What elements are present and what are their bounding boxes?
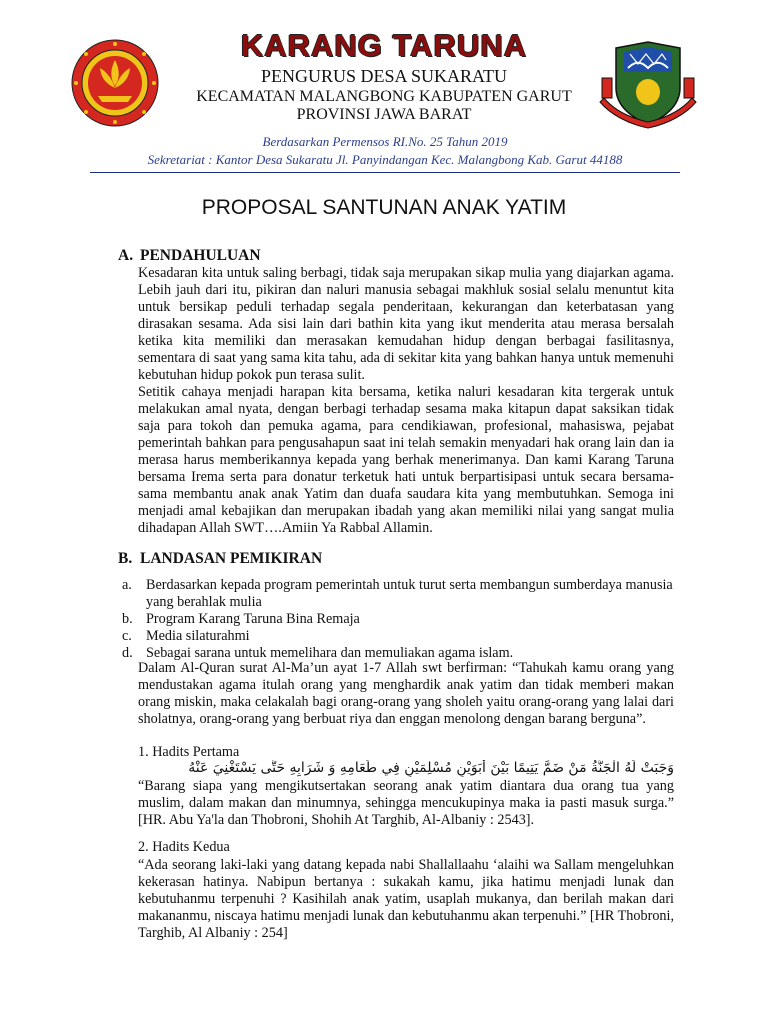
list-item-marker: a. [122,577,132,593]
hadith-2-label: 2. Hadits Kedua [138,839,230,855]
section-a-title: PENDAHULUAN [140,247,261,264]
list-item [122,628,674,645]
legal-basis: Berdasarkan Permensos RI.No. 25 Tahun 2019 [262,134,508,149]
intro-paragraph-1: Kesadaran kita untuk saling berbagi, tidak saja merupakan sikap mulia yang diajarkan agama. Lebih jauh dari itu, pikiran dan naluri manusia sebagai makhluk sosial selalu menuntut kita untuk bersikap peduli terhadap segala penderitaan, kekurangan dan keterbatasan yang dirasakan sesama. Ada sisi lain dari bathin kita yang ikut menderita atau merasa bersalah ketika kita memiliki dan merasakan kemudahan hidup dengan berbagai fasilitasnya, sementara di saat yang sama kita tahu, ada di sekitar kita yang bahkan hanya untuk memenuhi kebutuhan hidup pokok pun terasa sulit. [138,265,674,383]
section-a-heading [118,247,518,267]
list-item [122,577,674,611]
hadith-1-label: 1. Hadits Pertama [138,744,240,760]
section-b-title: LANDASAN PEMIKIRAN [140,550,323,567]
list-item-marker: d. [122,645,133,661]
hadith-2-translation: “Ada seorang laki-laki yang datang kepada nabi Shallallaahu ‘alaihi wa Sallam mengeluhkan kekerasan hatinya. Nabipun bertanya : sukakah kamu, jika hatimu menjadi lunak dan kebutuhanmu terpenuhi ? Kasihilah anak yatim, usaplah mukanya, dan berilah makan dari makananmu, niscaya hatimu menjadi lunak dan kebutuhanmu akan terpenuhi.” [HR Thobroni, Targhib, Al Albaniy : 254] [138,857,674,941]
section-a-letter: A. [118,247,134,264]
hadith-1-arabic-text: وَجَبَتْ لَهُ الْجَنَّةُ مَنْ ضَمَّ يَتِيمًا بَيْنَ أَبَوَيْنِ مُسْلِمَيْنِ فِي طَعَامِهِ وَ شَرَابِهِ حَتَّى يَسْتَغْنِيَ عَنْهُ [188,760,674,776]
organization-name: KARANG TARUNA [240,28,528,63]
section-b-letter: B. [118,550,133,567]
list-item-text: Berdasarkan kepada program pemerintah untuk turut serta membangun sumberdaya manusia yang berahlak mulia [146,577,673,610]
list-item [122,611,674,628]
garut-regency-crest-logo [598,38,698,132]
intro-paragraph-2: Setitik cahaya menjadi harapan kita bersama, ketika naluri kesadaran kita tergerak untuk melakukan amal nyata, dengan berbagi terhadap sesama maka kitapun dapat saksikan tidak saja para tokoh dan pemuka agama, para cendikiawan, profesional, mahasiswa, pejabat pemerintah bahkan para pengusahapun saat ini telah semakin menyadari hak orang lain dan ia merasa harus memberikannya kepada yang berhak menerimanya. Dan kami Karang Taruna bersama Irema serta para donatur terketuk hati untuk berpartisipasi untuk secara bersama-sama membantu anak anak Yatim dan duafa saudara kita yang membutuhkan. Semoga ini menjadi amal kebajikan dan merupakan ibadah yang akan memiliki nilai yang sangat mulia dihadapan Allah SWT….Amiin Ya Rabbal Allamin. [138,384,674,536]
header-village-board: PENGURUS DESA SUKARATU [260,66,508,86]
list-item-text: Media silaturahmi [146,628,250,644]
list-item-text: Program Karang Taruna Bina Remaja [146,611,360,627]
list-item-marker: b. [122,611,133,627]
section-b-heading [118,550,518,570]
hadith-1-translation: “Barang siapa yang mengikutsertakan seorang anak yatim diantara dua orang tua yang muslim, dalam makan dan minumnya, sehingga mencukupinya maka ia pasti masuk surga.” [HR. Abu Ya'la dan Thobroni, Shohih At Targhib, Al-Albaniy : 2543]. [138,778,674,828]
secretariat-address: Sekretariat : Kantor Desa Sukaratu Jl. Panyindangan Kec. Malangbong Kab. Garut 44188 [147,152,623,167]
list-item-text: Sebagai sarana untuk memelihara dan memuliakan agama islam. [146,645,514,661]
header-divider [90,172,680,173]
document-title: PROPOSAL SANTUNAN ANAK YATIM [201,196,567,219]
karang-taruna-emblem-logo [70,38,160,128]
quran-quote-paragraph: Dalam Al-Quran surat Al-Ma’un ayat 1-7 Allah swt berfirman: “Tahukah kamu orang yang mendustakan agama itulah orang yang menghardik anak yatim dan tidak memberi makan orang miskin, maka celakalah bagi orang-orang yang sholeh yaitu orang-orang yang lalai dari sholatnya, orang-orang yang berbuat riya dan enggan menolong dengan barang berguna”. [138,660,674,727]
rationale-list [122,577,674,662]
list-item-marker: c. [122,628,132,644]
header-district: KECAMATAN MALANGBONG KABUPATEN GARUT [196,88,572,105]
header-province: PROVINSI JAWA BARAT [296,106,472,123]
